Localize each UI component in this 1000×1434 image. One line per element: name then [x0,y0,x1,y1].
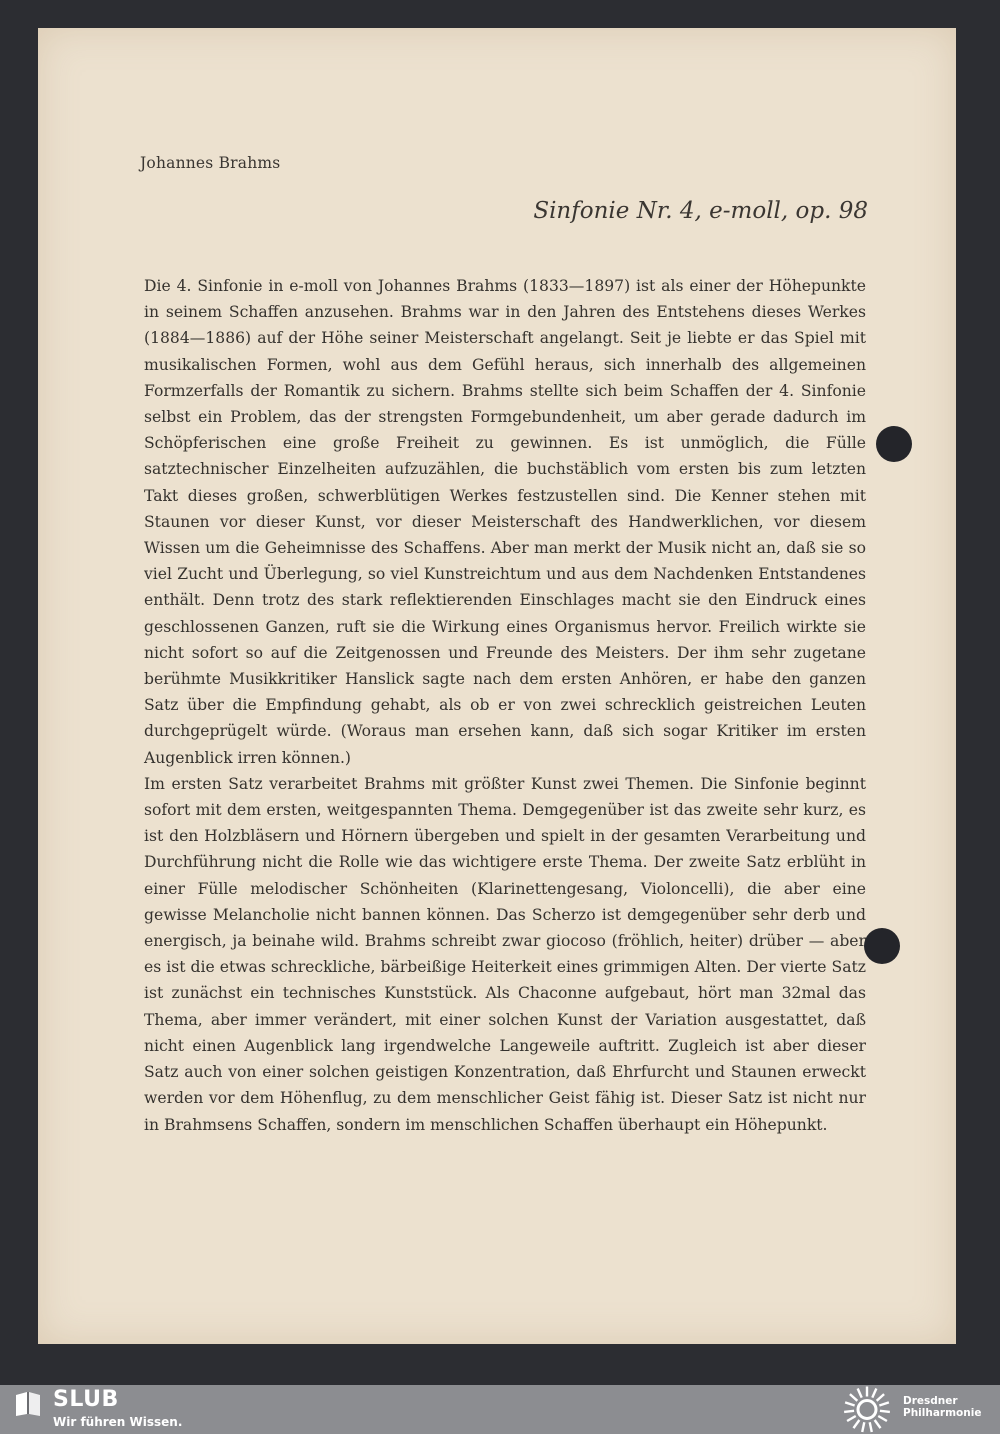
author-name: Johannes Brahms [140,154,281,172]
paragraph-2: Im ersten Satz verarbeitet Brahms mit größter Kunst zwei Themen. Die Sinfonie beginnt sofort mit dem ersten, weitgespannten Thema. Demgegenüber ist das zweite sehr kurz, es ist den Holzbläsern und Hörnern übergeben und spielt in der gesamten Verarbeitung und Durchführung nicht die Rolle wie das wichtigere erste Thema. Der zweite Satz erblüht in einer Fülle melodischer Schönheiten (Klarinettengesang, Violoncelli), die aber eine gewisse Melancholie nicht bannen können. Das Scherzo ist demgegenüber sehr derb und energisch, ja beinahe wild. Brahms schreibt zwar giocoso (fröhlich, heiter) drüber — aber es ist die etwas schreckliche, bärbeißige Heiterkeit eines grimmigen Alten. Der vierte Satz ist zunächst ein technisches Kunststück. Als Chaconne aufgebaut, hört man 32mal das Thema, aber immer verändert, mit einer solchen Kunst der Variation ausgestattet, daß nicht einen Augenblick lang irgendwelche Langeweile auftritt. Zugleich ist aber dieser Satz auch von einer solchen geistigen Konzentration, daß Ehrfurcht und Staunen erweckt werden vor dem Höhenflug, zu dem menschlicher Geist fähig ist. Dieser Satz ist nicht nur in Brahmsens Schaffen, sondern im menschlichen Schaffen überhaupt ein Höhepunkt. [144,774,866,1134]
punch-hole-top [876,426,912,462]
body-text [144,273,866,1138]
library-name[interactable]: SLUB [53,1387,119,1412]
philharmonie-sunburst-icon[interactable] [840,1385,894,1434]
punch-hole-bottom [864,928,900,964]
paragraph-1: Die 4. Sinfonie in e-moll von Johannes Brahms (1833—1897) ist als einer der Höhepunkte in seinem Schaffen anzusehen. Brahms war in den Jahren des Entstehens dieses Werkes (1884—1886) auf der Höhe seiner Meisterschaft angelangt. Seit je liebte er das Spiel mit musikalischen Formen, wohl aus dem Gefühl heraus, sich innerhalb des allgemeinen Formzerfalls der Romantik zu sichern. Brahms stellte sich beim Schaffen der 4. Sinfonie selbst ein Problem, das der strengsten Formgebundenheit, um aber gerade dadurch im Schöpferischen eine große Freiheit zu gewinnen. Es ist unmöglich, die Fülle satztechnischer Einzelheiten aufzuzählen, die buchstäblich vom ersten bis zum letzten Takt dieses großen, schwerblütigen Werkes festzustellen sind. Die Kenner stehen mit Staunen vor dieser Kunst, vor dieser Meisterschaft des Handwerklichen, vor diesem Wissen um die Geheimnisse des Schaffens. Aber man merkt der Musik nicht an, daß sie so viel Zucht und Überlegung, so viel Kunstreichtum und aus dem Nachdenken Entstandenes enthält. Denn trotz des stark reflektierenden Einschlages macht sie den Eindruck eines geschlossenen Ganzen, ruft sie die Wirkung eines Organismus hervor. Freilich wirkte sie nicht sofort so auf die Zeitgenossen und Freunde des Meisters. Der ihm sehr zugetane berühmte Musikkritiker Hanslick sagte nach dem ersten Anhören, er habe den ganzen Satz über die Empfindung gehabt, als ob er von zwei schrecklich geistreichen Leuten durchgeprügelt würde. (Woraus man ersehen kann, daß sich sogar Kritiker im ersten Augenblick irren können.) [144,277,866,767]
partner-name-line2: Philharmonie [903,1407,982,1419]
work-title: Sinfonie Nr. 4, e-moll, op. 98 [533,198,868,224]
slub-book-icon[interactable] [14,1389,42,1417]
library-tagline: Wir führen Wissen. [53,1415,183,1429]
partner-name-line1: Dresdner [903,1395,958,1407]
footer-bar [0,1385,1000,1434]
partner-name[interactable] [903,1395,998,1419]
scanned-page [38,28,956,1344]
